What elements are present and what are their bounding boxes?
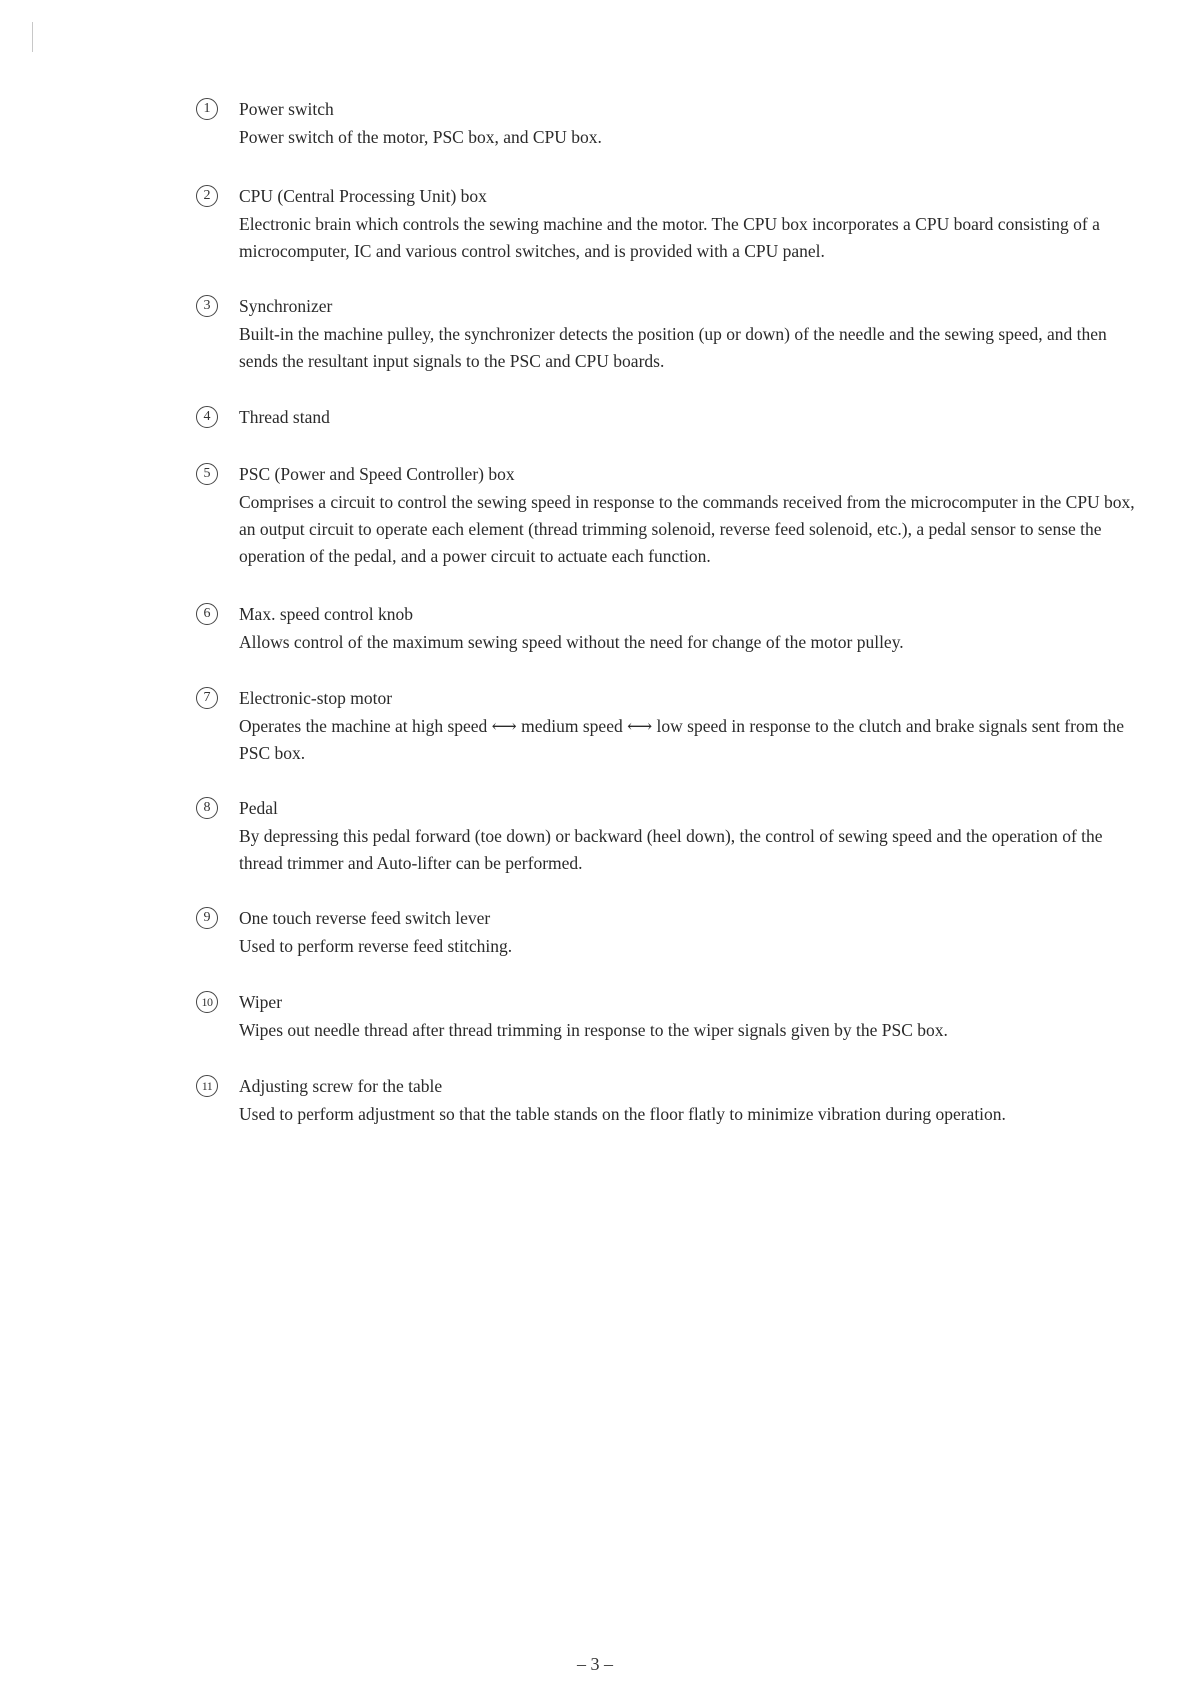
item-description: Operates the machine at high speed ⟷ medium speed ⟷ low speed in response to the clutch and brake signals sent from the PSC box. — [239, 716, 1125, 763]
item-number-badge: 9 — [196, 907, 218, 929]
item-number-badge: 7 — [196, 687, 218, 709]
item-title: Max. speed control knob — [239, 604, 413, 624]
item-title: Adjusting screw for the table — [239, 1076, 443, 1096]
scan-margin-mark — [32, 22, 33, 52]
item-description: Built-in the machine pulley, the synchronizer detects the position (up or down) of the needle and the sewing speed, and then sends the resultant input signals to the PSC and CPU boards. — [239, 324, 1107, 371]
page-number: – 3 – — [577, 1654, 613, 1674]
item-number-badge: 6 — [196, 603, 218, 625]
item-title: Wiper — [239, 992, 283, 1012]
item-description: Allows control of the maximum sewing speed without the need for change of the motor pulley. — [239, 632, 904, 652]
item-number-badge: 3 — [196, 295, 218, 317]
item-title: CPU (Central Processing Unit) box — [239, 186, 487, 206]
item-description: Comprises a circuit to control the sewing speed in response to the commands received from the microcomputer in the CPU box, an output circuit to operate each element (thread trimming solenoid, reverse feed solenoid, etc.), a pedal sensor to sense the operation of the pedal, and a power circuit to actuate each function. — [239, 492, 1135, 566]
item-number-badge: 8 — [196, 797, 218, 819]
item-title: Thread stand — [239, 407, 330, 427]
item-description: By depressing this pedal forward (toe down) or backward (heel down), the control of sewing speed and the operation of the thread trimmer and Auto-lifter can be performed. — [239, 826, 1103, 873]
item-title: Synchronizer — [239, 296, 333, 316]
item-title: Power switch — [239, 99, 334, 119]
item-description: Power switch of the motor, PSC box, and CPU box. — [239, 127, 602, 147]
item-description: Electronic brain which controls the sewing machine and the motor. The CPU box incorporates a CPU board consisting of a microcomputer, IC and various control switches, and is provided with a CPU panel. — [239, 214, 1100, 261]
item-description: Used to perform reverse feed stitching. — [239, 936, 513, 956]
item-description: Wipes out needle thread after thread trimming in response to the wiper signals given by the PSC box. — [239, 1020, 948, 1040]
item-title: PSC (Power and Speed Controller) box — [239, 464, 515, 484]
item-number-badge: 11 — [196, 1075, 218, 1097]
item-number-badge: 5 — [196, 463, 218, 485]
item-title: One touch reverse feed switch lever — [239, 908, 491, 928]
item-number-badge: 10 — [196, 991, 218, 1013]
item-title: Pedal — [239, 798, 278, 818]
item-description: Used to perform adjustment so that the table stands on the floor flatly to minimize vibration during operation. — [239, 1104, 1006, 1124]
item-number-badge: 1 — [196, 98, 218, 120]
item-number-badge: 4 — [196, 406, 218, 428]
item-number-badge: 2 — [196, 185, 218, 207]
item-title: Electronic-stop motor — [239, 688, 393, 708]
